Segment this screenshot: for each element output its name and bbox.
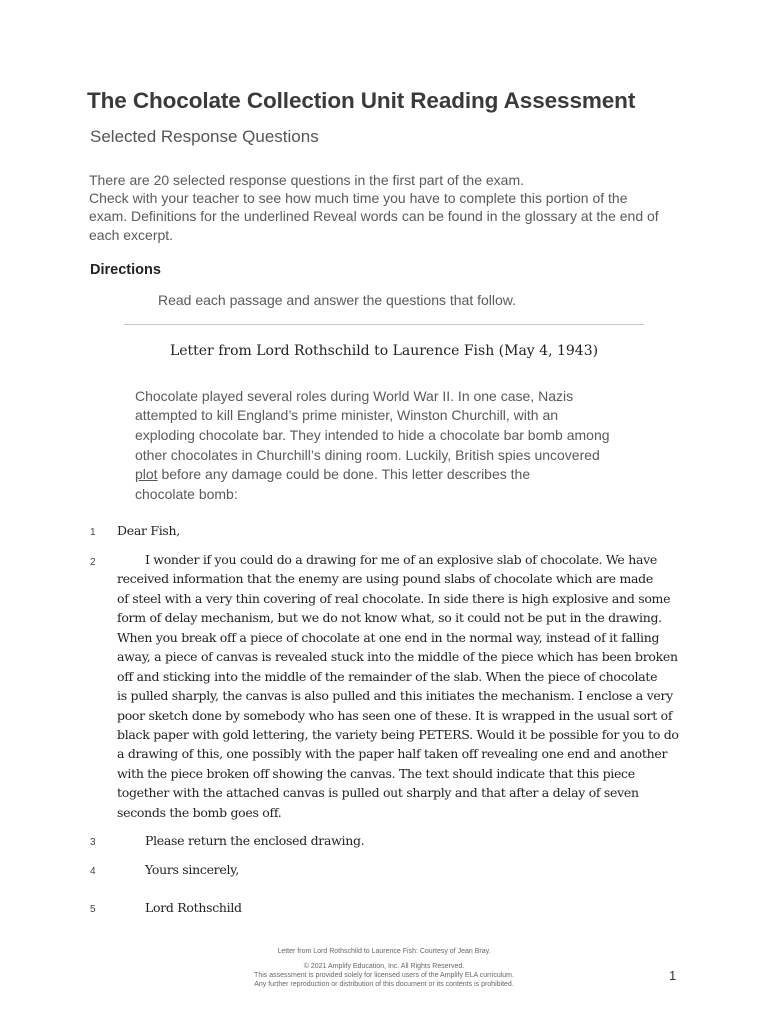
letter-line: of steel with a very thin covering of real chocolate. In side there is high explosive and some: [117, 591, 671, 606]
letter-line: with the piece broken off showing the canvas. The text should indicate that this piece: [117, 766, 635, 781]
footer-restriction: Any further reproduction or distribution of this document or its contents is prohibited.: [254, 981, 514, 988]
directions-text: Read each passage and answer the questions that follow.: [158, 292, 517, 308]
context-line: attempted to kill England’s prime minister, Winston Churchill, with an: [135, 407, 559, 423]
letter-line: Please return the enclosed drawing.: [145, 833, 365, 848]
page-title: The Chocolate Collection Unit Reading Assessment: [87, 88, 636, 113]
paragraph-number: 3: [90, 837, 96, 848]
context-line: [135, 466, 530, 482]
paragraph-number: 5: [90, 904, 96, 915]
footer-credit: Letter from Lord Rothschild to Laurence Fish: Courtesy of Jean Bray.: [277, 948, 491, 955]
footer-copyright: © 2021 Amplify Education, Inc. All Rights Reserved.: [303, 963, 465, 970]
letter-line: I wonder if you could do a drawing for me of an explosive slab of chocolate. We have: [145, 552, 657, 567]
closing: Yours sincerely,: [145, 862, 239, 877]
glossary-word-plot[interactable]: plot: [135, 466, 158, 482]
intro-line: exam. Definitions for the underlined Reveal words can be found in the glossary at the end of: [89, 208, 659, 224]
intro-line: Check with your teacher to see how much time you have to complete this portion of the: [89, 190, 628, 206]
page-number: 1: [669, 968, 677, 983]
letter-line: a drawing of this, one possibly with the paper half taken off revealing one end and another: [117, 746, 668, 761]
intro-line: There are 20 selected response questions in the first part of the exam.: [89, 172, 525, 188]
paragraph-number: 1: [90, 527, 96, 538]
context-line: other chocolates in Churchill’s dining room. Luckily, British spies uncovered: [135, 447, 600, 463]
letter-line: poor sketch done by somebody who has seen one of these. It is wrapped in the usual sort of: [117, 708, 673, 723]
letter-line: is pulled sharply, the canvas is also pulled and this initiates the mechanism. I enclose a very: [117, 688, 673, 703]
directions-heading: Directions: [90, 262, 161, 278]
letter-line: together with the attached canvas is pulled out sharply and that after a delay of seven: [117, 785, 639, 800]
footer-license: This assessment is provided solely for licensed users of the Amplify ELA curriculum.: [254, 972, 514, 979]
paragraph-number: 2: [90, 557, 96, 568]
page-subtitle: Selected Response Questions: [90, 127, 319, 146]
context-line: chocolate bomb:: [135, 486, 238, 502]
passage-title: Letter from Lord Rothschild to Laurence Fish (May 4, 1943): [169, 343, 599, 359]
letter-line: received information that the enemy are using pound slabs of chocolate which are made: [117, 571, 653, 586]
context-line-text: before any damage could be done. This letter describes the: [157, 466, 531, 482]
letter-line: When you break off a piece of chocolate at one end in the normal way, instead of it falling: [117, 630, 660, 645]
context-line: exploding chocolate bar. They intended to hide a chocolate bar bomb among: [135, 427, 610, 443]
paragraph-number: 4: [90, 866, 96, 877]
letter-line: seconds the bomb goes off.: [117, 805, 282, 820]
divider: [124, 324, 644, 325]
letter-line: off and sticking into the middle of the remainder of the slab. When the piece of chocolate: [117, 669, 658, 684]
letter-line: black paper with gold lettering, the variety being PETERS. Would it be possible for you to do: [117, 727, 679, 742]
letter-line: away, a piece of canvas is revealed stuck into the middle of the piece which has been broken: [117, 649, 678, 664]
signature: Lord Rothschild: [145, 900, 242, 915]
salutation: Dear Fish,: [117, 523, 180, 538]
context-line: Chocolate played several roles during World War II. In one case, Nazis: [135, 388, 574, 404]
letter-line: form of delay mechanism, but we do not know what, so it could not be put in the drawing.: [117, 610, 662, 625]
intro-line: each excerpt.: [89, 227, 174, 243]
